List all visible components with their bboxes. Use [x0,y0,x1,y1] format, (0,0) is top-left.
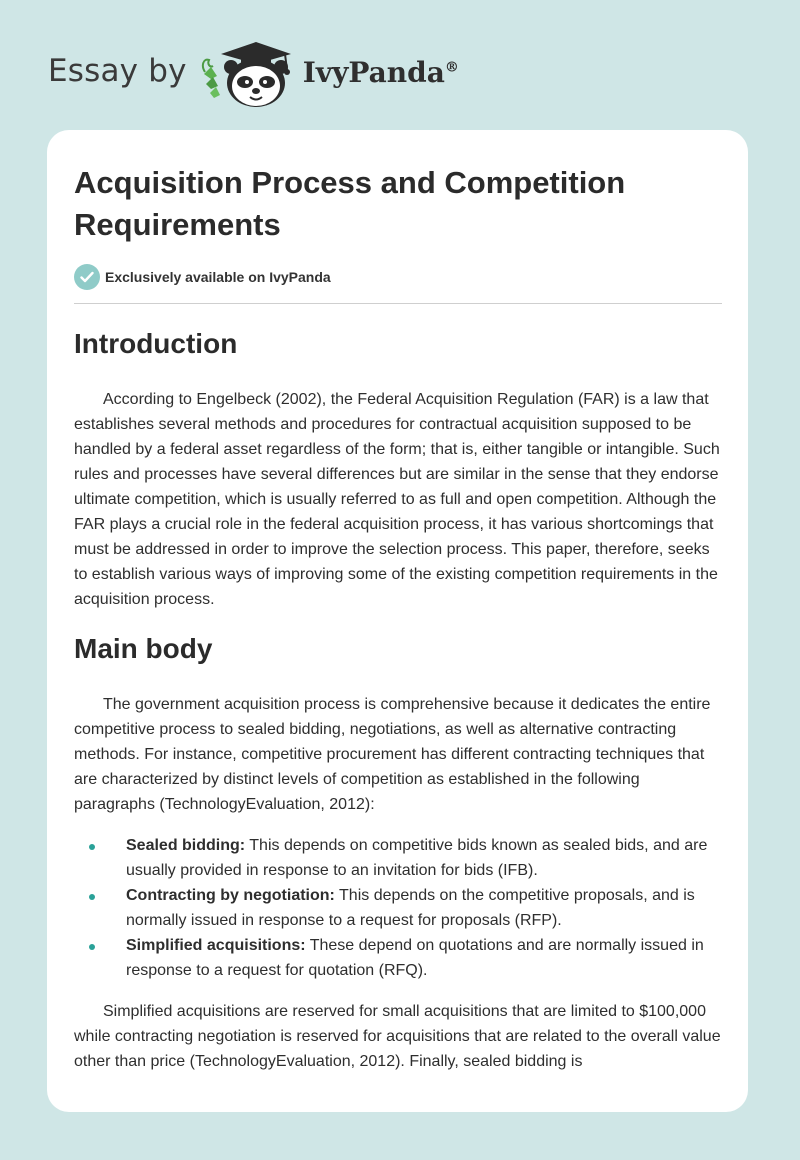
section-heading-introduction: Introduction [74,328,238,359]
list-item-term: Simplified acquisitions: [126,937,306,954]
site-logo[interactable] [48,36,459,110]
list-item-term: Sealed bidding: [126,837,246,854]
list-item [74,883,724,933]
checkmark-icon [74,264,100,290]
registered-mark: ® [444,59,459,76]
divider [74,303,722,304]
panda-mascot-icon [201,36,297,110]
paragraph: According to Engelbeck (2002), the Federal Acquisition Regulation (FAR) is a law that establishes several methods and procedures for contractual acquisition supposed to be handled by a federal asset regardless of the form; that is, either tangible or intangible. Such rules and processes have several differences but are similar in the sense that they endorse ultimate competition, which is usually referred to as full and open competition. Although the FAR plays a crucial role in the federal acquisition process, it has various shortcomings that must be addressed in order to improve the selection process. This paper, therefore, seeks to establish various ways of improving some of the existing competition requirements in the acquisition process. [74,391,720,608]
bullet-dot-icon [89,844,95,850]
logo-prefix: Essay by [48,53,187,89]
list-item-text: These depend on quotations and are normally issued in response to a request for quotation (RFQ). [126,937,704,979]
bullet-list [74,833,724,983]
availability-text: Exclusively available on IvyPanda [105,269,331,285]
essay-title: Acquisition Process and Competition Requirements [74,165,626,242]
availability-badge [74,264,331,290]
list-item [74,933,724,983]
list-item-text: This depends on competitive bids known as sealed bids, and are usually provided in response to an invitation for bids (IFB). [126,837,708,879]
bullet-dot-icon [89,894,95,900]
paragraph: The government acquisition process is comprehensive because it dedicates the entire competitive process to sealed bidding, negotiations, as well as alternative contracting methods. For instance, competitive procurement has different contracting techniques that are characterized by distinct levels of competition as established in the following paragraphs (TechnologyEvaluation, 2012): [74,696,711,813]
list-item [74,833,724,883]
essay-card [47,130,748,1112]
list-item-term: Contracting by negotiation: [126,887,335,904]
bullet-dot-icon [89,944,95,950]
section-heading-main-body: Main body [74,633,213,664]
list-item-text: This depends on the competitive proposals, and is normally issued in response to a request for proposals (RFP). [126,887,695,929]
logo-name-text: IvyPanda [302,55,445,89]
essay-body [74,323,724,1074]
paragraph: Simplified acquisitions are reserved for small acquisitions that are limited to $100,000 while contracting negotiation is reserved for acquisitions that are related to the overall value other than price (TechnologyEvaluation, 2012). Finally, sealed bidding is [74,1003,721,1070]
logo-name [303,56,459,89]
